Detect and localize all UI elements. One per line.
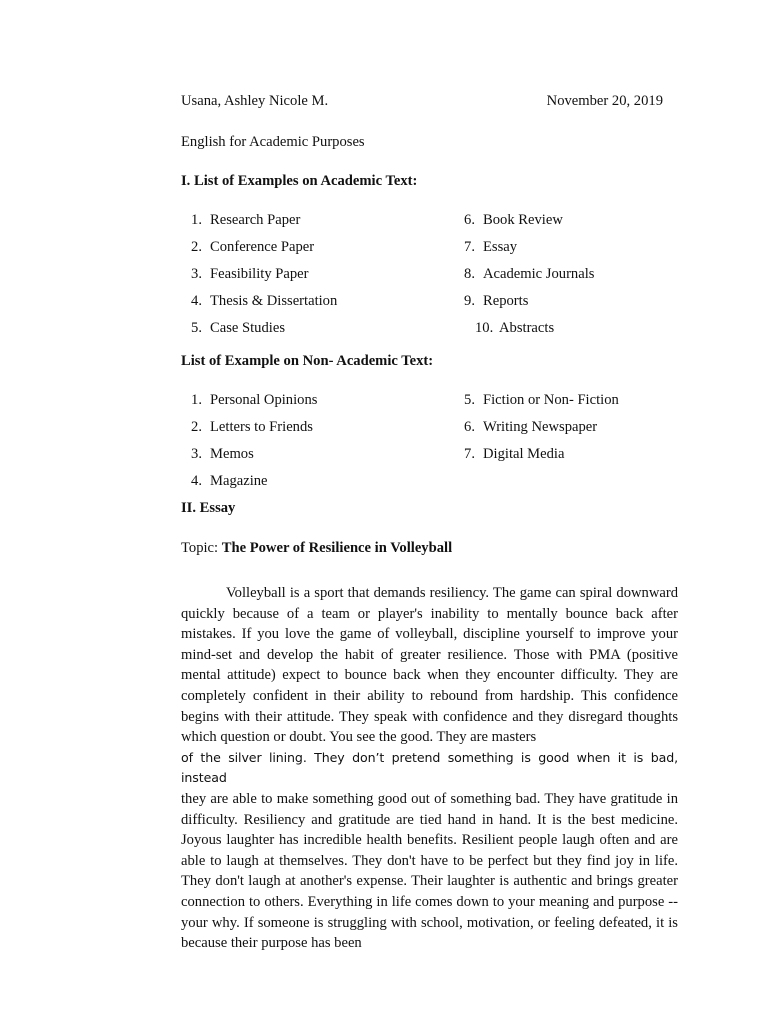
list-item: 2. Conference Paper [191, 239, 315, 255]
list-item: 6. Book Review [464, 212, 563, 228]
list-item: 4. Magazine [191, 473, 268, 489]
essay-paragraph-continued: they are able to make something good out of something bad. They have gratitude in difficulty. Resiliency and gratitude are tied hand in hand. It is the best medicine. Joyous laughter has incredible health benefits. Resilient people laugh often and are able to laugh at themselves. They don't have to be perfect but they find joy in life. They don't laugh at another's expense. Their laughter is authentic and brings greater connection to others. Everything in life comes down to your meaning and purpose -- your why. If someone is struggling with school, motivation, or feeling defeated, it is because their purpose has been [181, 790, 678, 952]
essay-paragraph: Volleyball is a sport that demands resiliency. The game can spiral downward quickly because of a team or player's inability to mentally bounce back after mistakes. If you love the game of volleyball, discipline yourself to improve your mind-set and develop the habit of greater resilience. Those with PMA (positive mental attitude) expect to bounce back when they encounter difficulty. They are completely confident in their ability to rebound from hardship. This confidence begins with their attitude. They speak with confidence and they disregard thoughts which question or doubt. You see the good. They are masters [181, 585, 678, 746]
list-item-label: Book Review [483, 212, 563, 228]
list-item-label: Writing Newspaper [483, 419, 598, 435]
list-item: 7. Essay [464, 239, 518, 255]
list-item-label: Case Studies [210, 320, 285, 336]
list-item: 2. Letters to Friends [191, 419, 313, 435]
list-item: 3. Memos [191, 446, 254, 462]
list-item-label: Personal Opinions [210, 392, 318, 408]
list-item-label: Thesis & Dissertation [210, 293, 338, 309]
list-item: 3. Feasibility Paper [191, 266, 309, 282]
list-item-label: Essay [483, 239, 518, 255]
topic-title: The Power of Resilience in Volleyball [221, 540, 453, 556]
academic-text-heading: I. List of Examples on Academic Text: [181, 173, 418, 189]
list-item: 5. Fiction or Non- Fiction [464, 392, 619, 408]
document-date: November 20, 2019 [546, 93, 663, 109]
list-item: 1. Research Paper [191, 212, 301, 228]
list-item-label: Academic Journals [483, 266, 595, 282]
nonacademic-text-heading: List of Example on Non- Academic Text: [181, 353, 434, 369]
list-item-label: Reports [483, 293, 529, 309]
list-item: 7. Digital Media [464, 446, 565, 462]
list-item: 4. Thesis & Dissertation [191, 293, 338, 309]
essay-heading: II. Essay [181, 500, 236, 516]
list-item: 10. Abstracts [475, 320, 555, 336]
list-item-label: Abstracts [499, 320, 555, 336]
list-item-label: Research Paper [210, 212, 301, 228]
list-item: 9. Reports [464, 293, 529, 309]
list-item-label: Conference Paper [210, 239, 315, 255]
essay-topic [181, 540, 452, 557]
list-item-label: Fiction or Non- Fiction [483, 392, 619, 408]
essay-handwritten-line: of the silver lining. They don’t pretend something is good when it is bad, instead [181, 749, 678, 786]
list-item-label: Digital Media [483, 446, 565, 462]
list-item: 8. Academic Journals [464, 266, 595, 282]
author-name: Usana, Ashley Nicole M. [181, 93, 329, 109]
list-item-label: Memos [210, 446, 254, 462]
list-item: 5. Case Studies [191, 320, 285, 336]
list-item: 1. Personal Opinions [191, 392, 318, 408]
list-item-label: Letters to Friends [210, 419, 313, 435]
course-title: English for Academic Purposes [181, 134, 365, 150]
list-item-label: Feasibility Paper [210, 266, 309, 282]
essay-body [181, 583, 678, 954]
list-item-label: Magazine [210, 473, 268, 489]
list-item: 6. Writing Newspaper [464, 419, 598, 435]
topic-label: Topic: [181, 540, 222, 556]
